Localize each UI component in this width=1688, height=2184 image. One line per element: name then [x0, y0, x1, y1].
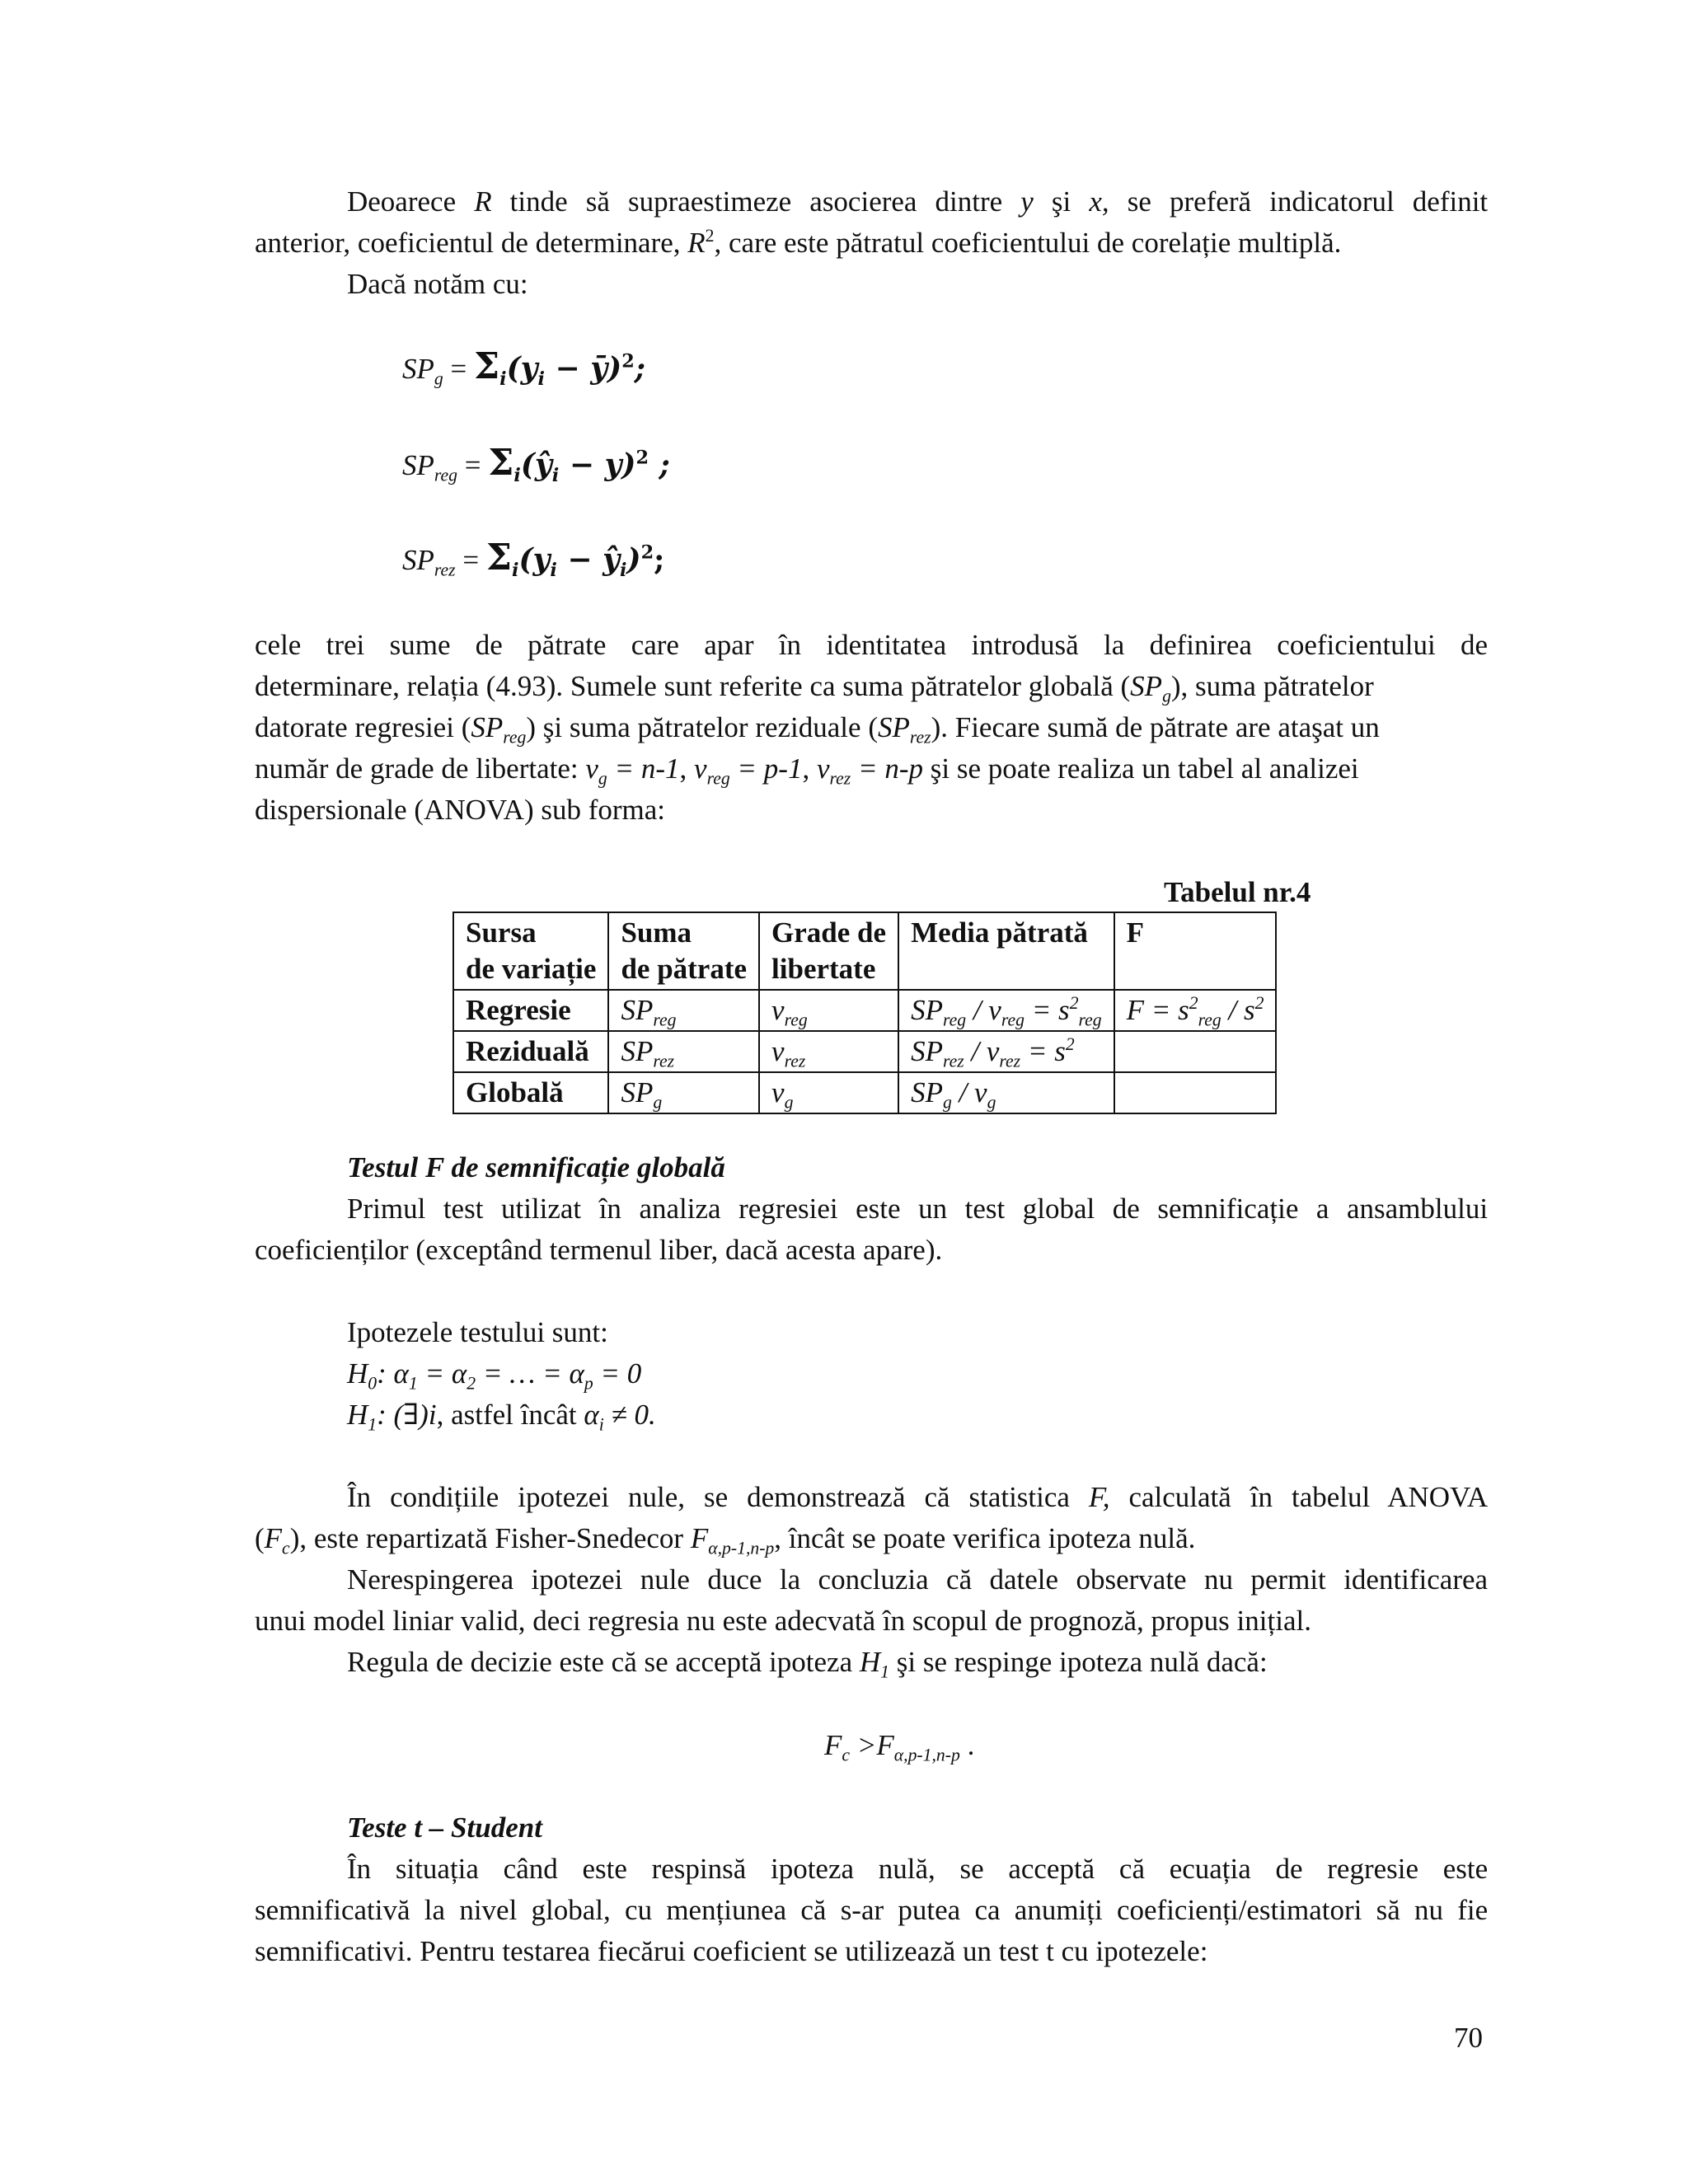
f-test-line-1: Primul test utilizat în analiza regresiei este un test global de semnificație a ansamblului: [347, 1193, 1489, 1225]
formula-sp-residual: $SP_{rez} = \Sigma_i(y_i$ − $ŷ_i)^2$;: [402, 537, 665, 581]
header-mean-square: Media pătrată: [898, 912, 1114, 990]
word: tinde: [509, 185, 568, 218]
paragraph-2: Dacă notăm cu:: [347, 268, 528, 300]
cell-ss: $SP_{rez}$: [608, 1031, 759, 1072]
page-number: 70: [1454, 2022, 1483, 2054]
t-test-line-1: În situația când este respinsă ipoteza nulă, se acceptă că ecuația de regresie este: [347, 1853, 1489, 1885]
anova-table: [452, 912, 1277, 1114]
decision-rule-formula: $F_c >F_{\alpha,p-1,n-p}$ .: [824, 1729, 975, 1765]
cell-df: $v_{reg}$: [759, 990, 898, 1031]
header-source: Sursa de variație: [453, 912, 608, 990]
cell-df: $v_{rez}$: [759, 1031, 898, 1072]
cell-source: Regresie: [453, 990, 608, 1031]
table-caption: Tabelul nr.4: [1164, 876, 1311, 908]
paragraph-5-line-1: Nerespingerea ipotezei nule duce la concluzia că datele observate nu permit identificarea: [347, 1563, 1489, 1596]
table-row: [453, 1031, 1276, 1072]
paragraph-6: Regula de decizie este că se acceptă ipoteza $H_1$ şi se respinge ipoteza nulă dacă:: [347, 1646, 1268, 1682]
paragraph-4-line-2: $(F_c)$, este repartizată Fisher-Snedecor $F_{\alpha,p-1,n-p}$, încât se poate verifica ipoteza nulă.: [255, 1522, 1196, 1558]
paragraph-3-line-4: număr de grade de libertate: $v_g = n-1$, $v_{reg} = p-1$, $v_{rez} = n-p$ şi se poate realiza un tabel al analizei: [255, 752, 1359, 789]
hypotheses-intro: Ipotezele testului sunt:: [347, 1316, 608, 1348]
table-row: [453, 1072, 1276, 1113]
word: se: [1127, 185, 1151, 218]
t-test-line-3: semnificativi. Pentru testarea fiecărui coeficient se utilizează un test t cu ipotezele:: [255, 1935, 1208, 1967]
header-f: F: [1114, 912, 1277, 990]
t-test-line-2: semnificativă la nivel global, cu mențiunea că s-ar putea ca anumiți coeficienți/estimatori să nu fie: [255, 1894, 1489, 1926]
section-title-f-test: Testul F de semnificație globală: [347, 1151, 725, 1183]
paragraph-3-line-3: datorate regresiei $(SP_{reg})$ şi suma pătratelor reziduale $(SP_{rez})$. Fiecare sumă de pătrate are ataşat un: [255, 711, 1380, 748]
f-test-line-2: coeficienților (exceptând termenul liber, dacă acesta apare).: [255, 1234, 943, 1266]
cell-ss: $SP_{reg}$: [608, 990, 759, 1031]
word: indicatorul: [1269, 185, 1395, 218]
formula-sp-global: $SP_g = \Sigma_i(y_i$ − ȳ)$^2$;: [402, 345, 646, 390]
table-row: [453, 990, 1276, 1031]
paragraph-5-line-2: unui model liniar valid, deci regresia nu este adecvată în scopul de prognoză, propus inițial.: [255, 1605, 1311, 1637]
hypothesis-h0: $H_0$: $\alpha_1 = \alpha_2$ = … = $\alpha_p = 0$: [347, 1357, 642, 1394]
formula-sp-regression: $SP_{reg}$ = $\Sigma_i(ŷ_i - y)^2$ ;: [402, 442, 670, 486]
paragraph-3-line-2: determinare, relația (4.93). Sumele sunt referite ca suma pătratelor globală $(SP_g)$, suma pătratelor: [255, 670, 1374, 706]
paragraph-1-line-1: [347, 181, 1488, 223]
cell-ss: $SP_g$: [608, 1072, 759, 1113]
word: şi: [1051, 185, 1071, 218]
word: R: [474, 185, 492, 218]
section-title-t-test: Teste t – Student: [347, 1811, 542, 1844]
cell-source: Globală: [453, 1072, 608, 1113]
word: preferă: [1169, 185, 1252, 218]
word: definit: [1412, 185, 1489, 218]
paragraph-4-line-1: În condițiile ipotezei nule, se demonstrează că statistica F, calculată în tabelul ANOVA: [347, 1481, 1489, 1513]
word: să: [585, 185, 610, 218]
word: Deoarece: [347, 185, 457, 218]
word: y: [1020, 185, 1034, 218]
paragraph-3-line-1: cele trei sume de pătrate care apar în identitatea introdusă la definirea coeficientului de: [255, 629, 1489, 661]
word: x,: [1089, 185, 1109, 218]
cell-ms: $SP_g / v_g$: [898, 1072, 1114, 1113]
word: supraestimeze: [627, 185, 792, 218]
paragraph-1-line-2: anterior, coeficientul de determinare, $R^2$, care este pătratul coeficientului de corelație multiplă.: [255, 225, 1342, 259]
hypothesis-h1: $H_1$: (∃)i, astfel încât $\alpha_i \ne 0$.: [347, 1399, 656, 1435]
header-degrees-of-freedom: Grade de libertate: [759, 912, 898, 990]
header-sum-of-squares: Suma de pătrate: [608, 912, 759, 990]
cell-f: [1114, 1072, 1277, 1113]
cell-source: Reziduală: [453, 1031, 608, 1072]
cell-ms: $SP_{reg} / v_{reg} = s^2_{reg}$: [898, 990, 1114, 1031]
word: dintre: [935, 185, 1003, 218]
word: asocierea: [809, 185, 917, 218]
cell-f: [1114, 1031, 1277, 1072]
cell-ms: $SP_{rez} / v_{rez} = s^2$: [898, 1031, 1114, 1072]
cell-df: $v_g$: [759, 1072, 898, 1113]
paragraph-3-line-5: dispersionale (ANOVA) sub forma:: [255, 794, 666, 826]
cell-f: $F = s^2_{reg} / s^2$: [1114, 990, 1277, 1031]
table-header-row: [453, 912, 1276, 990]
